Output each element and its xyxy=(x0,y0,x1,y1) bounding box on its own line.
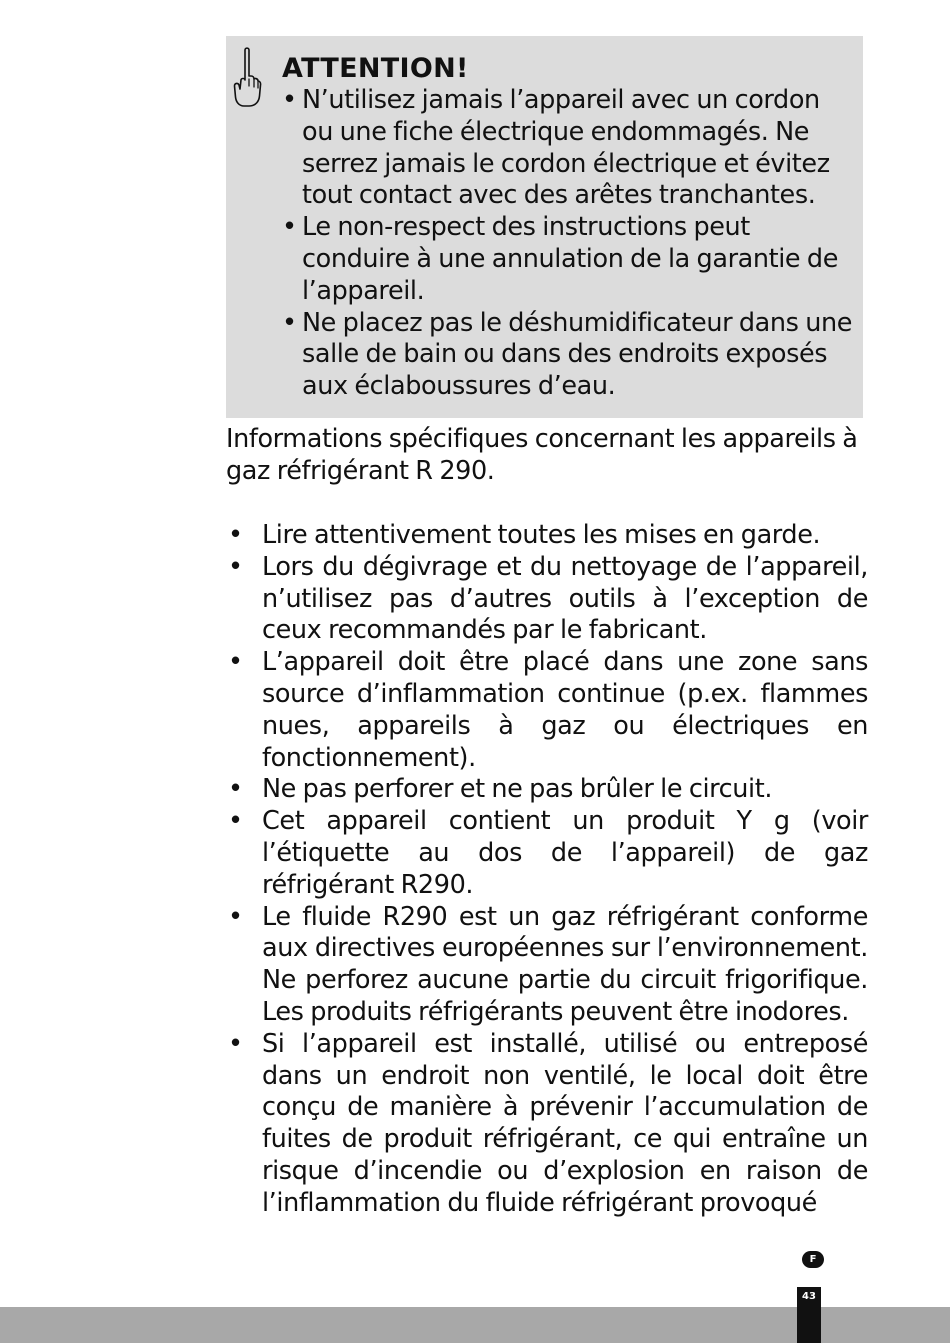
safety-item: • Lire attentivement toutes les mises en garde. xyxy=(226,520,868,552)
safety-item: • Ne pas perforer et ne pas brûler le circuit. xyxy=(226,774,868,806)
safety-item: • Le fluide R290 est un gaz réfrigérant conforme aux directives européennes sur l’environnement. Ne perforez aucune partie du circuit frigorifique. Les produits réfrigérants peuvent être inodores. xyxy=(226,902,868,1029)
safety-item: • Cet appareil contient un produit Y g (voir l’étiquette au dos de l’appareil) de gaz réfrigérant R290. xyxy=(226,806,868,901)
attention-box xyxy=(226,36,863,418)
safety-list xyxy=(226,520,868,1220)
attention-list xyxy=(282,85,854,403)
attention-item: • N’utilisez jamais l’appareil avec un cordon ou une fiche électrique endommagés. Ne serrez jamais le cordon électrique et évitez tout contact avec des arêtes tranchantes. xyxy=(282,85,854,212)
safety-item: • L’appareil doit être placé dans une zone sans source d’inflammation continue (p.ex. flammes nues, appareils à gaz ou électriques en fonctionnement). xyxy=(226,647,868,774)
safety-item: • Si l’appareil est installé, utilisé ou entreposé dans un endroit non ventilé, le local doit être conçu de manière à prévenir l’accumulation de fuites de produit réfrigérant, ce qui entraîne un risque d’incendie ou d’explosion en raison de l’inflammation du fluide réfrigérant provoqué xyxy=(226,1029,868,1220)
intro-paragraph: Informations spécifiques concernant les appareils à gaz réfrigérant R 290. xyxy=(226,424,858,486)
attention-item: • Ne placez pas le déshumidificateur dans une salle de bain ou dans des endroits exposés aux éclaboussures d’eau. xyxy=(282,308,854,403)
safety-item: • Lors du dégivrage et du nettoyage de l’appareil, n’utilisez pas d’autres outils à l’exception de ceux recommandés par le fabricant. xyxy=(226,552,868,647)
pointing-hand-icon xyxy=(232,46,262,110)
attention-title: ATTENTION! xyxy=(282,53,469,84)
language-badge: F xyxy=(802,1251,824,1268)
page-number: 43 xyxy=(802,1291,816,1302)
attention-item: • Le non-respect des instructions peut conduire à une annulation de la garantie de l’appareil. xyxy=(282,212,854,307)
page-tab xyxy=(797,1287,821,1343)
